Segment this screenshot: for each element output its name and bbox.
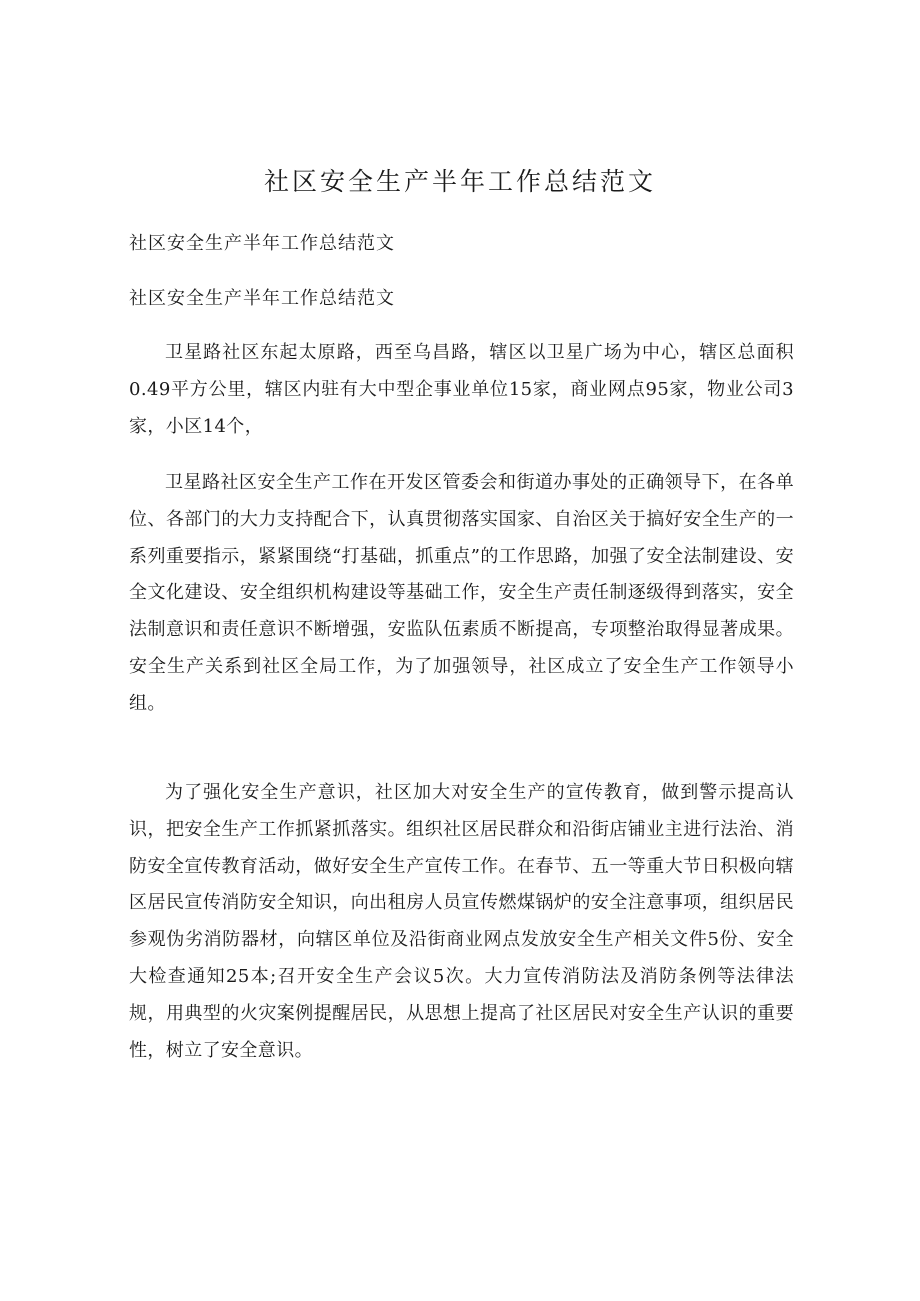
document-subtitle-1: 社区安全生产半年工作总结范文 [129, 233, 395, 254]
paragraph-1: 卫星路社区东起太原路，西至乌昌路，辖区以卫星广场为中心，辖区总面积0.49平方公里，辖区内驻有大中型企事业单位15家，商业网点95家，物业公司3家，小区14个， [129, 342, 794, 437]
document-title: 社区安全生产半年工作总结范文 [263, 167, 656, 196]
paragraph-3: 为了强化安全生产意识，社区加大对安全生产的宣传教育，做到警示提高认识，把安全生产工作抓紧抓落实。组织社区居民群众和沿街店铺业主进行法治、消防安全宣传教育活动，做好安全生产宣传工作。在春节、五一等重大节日积极向辖区居民宣传消防安全知识，向出租房人员宣传燃煤锅炉的安全注意事项，组织居民参观伪劣消防器材，向辖区单位及沿街商业网点发放安全生产相关文件5份、安全大检查通知25本;召开安全生产会议5次。大力宣传消防法及消防条例等法律法规，用典型的火灾案例提醒居民，从思想上提高了社区居民对安全生产认识的重要性，树立了安全意识。 [129, 782, 794, 1061]
paragraph-2: 卫星路社区安全生产工作在开发区管委会和街道办事处的正确领导下，在各单位、各部门的大力支持配合下，认真贯彻落实国家、自治区关于搞好安全生产的一系列重要指示，紧紧围绕“打基础，抓重点”的工作思路，加强了安全法制建设、安全文化建设、安全组织机构建设等基础工作，安全生产责任制逐级得到落实，安全法制意识和责任意识不断增强，安监队伍素质不断提高，专项整治取得显著成果。安全生产关系到社区全局工作，为了加强领导，社区成立了安全生产工作领导小组。 [129, 472, 794, 714]
document-subtitle-2: 社区安全生产半年工作总结范文 [129, 288, 395, 309]
